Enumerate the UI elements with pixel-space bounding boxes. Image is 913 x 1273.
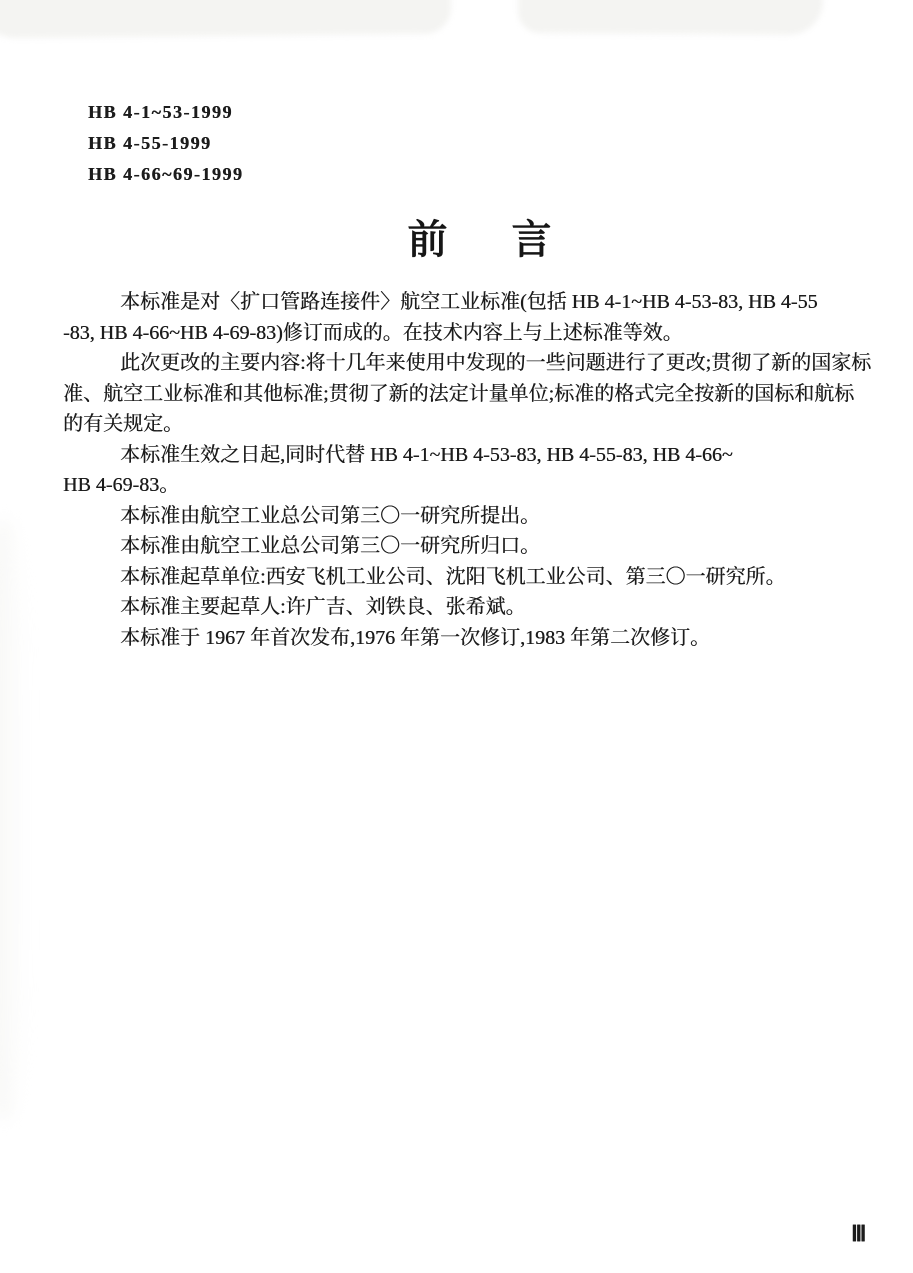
body-line-5: 的有关规定。 [63,413,183,435]
body-line-3: 此次更改的主要内容:将十几年来使用中发现的一些问题进行了更改;贯彻了新的国家标 [120,352,872,374]
body-line-8: 本标准由航空工业总公司第三〇一研究所提出。 [120,504,540,527]
body-line-12: 本标准于 1967 年首次发布,1976 年第一次修订,1983 年第二次修订。 [120,626,710,649]
body-line-10: 本标准起草单位:西安飞机工业公司、沈阳飞机工业公司、第三〇一研究所。 [120,565,786,588]
scan-artifact-top-left [0,0,451,38]
body-line-1: 本标准是对〈扩口管路连接件〉航空工业标准(包括 HB 4-1~HB 4-53-83, HB 4-55 [120,291,818,313]
body-line-11: 本标准主要起草人:许广吉、刘铁良、张希斌。 [120,596,526,618]
foreword-body [63,287,893,653]
standard-code-block [88,97,243,190]
body-line-6: 本标准生效之日起,同时代替 HB 4-1~HB 4-53-83, HB 4-55-83, HB 4-66~ [120,443,733,466]
standard-code-2: HB 4-55-1999 [88,133,212,153]
page-number: Ⅲ [851,1221,867,1246]
body-line-9: 本标准由航空工业总公司第三〇一研究所归口。 [120,535,540,557]
standard-code-1: HB 4-1~53-1999 [88,102,233,122]
scan-artifact-top-middle [518,0,823,35]
body-line-2: -83, HB 4-66~HB 4-69-83)修订而成的。在技术内容上与上述标准等效。 [63,321,683,344]
body-line-4: 准、航空工业标准和其他标准;贯彻了新的法定计量单位;标准的格式完全按新的国标和航标 [63,382,855,405]
body-line-7: HB 4-69-83。 [63,474,180,496]
scan-smudge-left-edge [0,520,28,1120]
page-title: 前 言 [407,218,564,262]
standard-code-3: HB 4-66~69-1999 [88,164,244,184]
